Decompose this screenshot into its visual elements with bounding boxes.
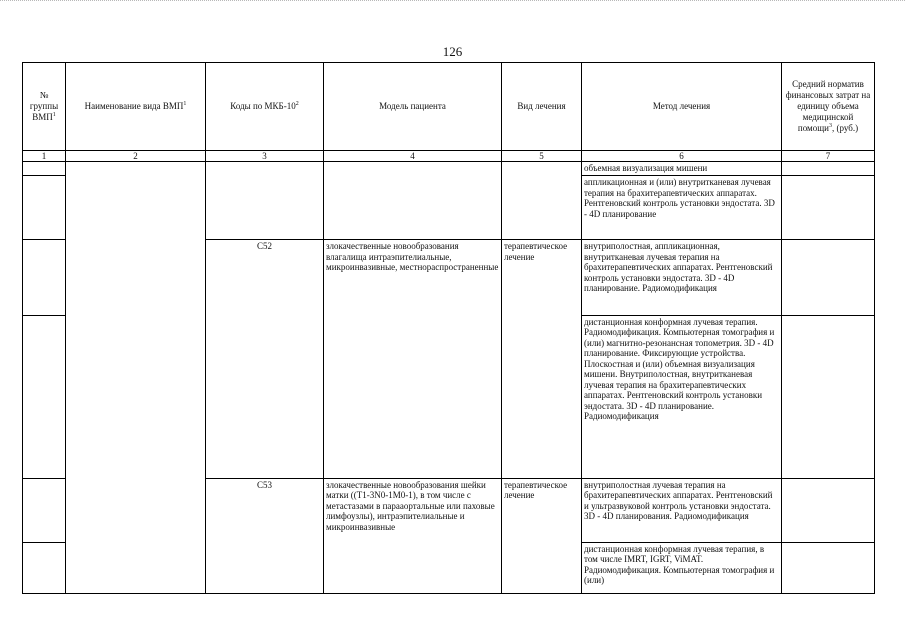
group-number-cell bbox=[23, 315, 66, 478]
icd-code-cell: C52 bbox=[206, 240, 324, 478]
vmp-name-cell bbox=[66, 162, 206, 594]
treatment-method-cell: внутриполостная, аппликационная, внутритканевая лучевая терапия на брахитерапевтических аппаратах. Рентгеновский контроль установки эндостата. 3D - 4D планирование. Радиомодификация bbox=[582, 240, 782, 315]
treatment-type-cell: терапевтическое лечение bbox=[502, 478, 582, 593]
column-number: 7 bbox=[782, 150, 875, 162]
patient-model-cell: злокачественные новообразования влагалища интраэпителиальные, микроинвазивные, местнораспространенные bbox=[324, 240, 502, 478]
treatment-method-cell: дистанционная конформная лучевая терапия. Радиомодификация. Компьютерная томография и (или) магнитно-резонансная топометрия. 3D - 4D планирование. Фиксирующие устройства. Плоскостная и (или) объемная визуализация мишени. Внутриполостная, внутритканевая лучевая терапия на брахитерапевтических аппаратах. Рентгеновский контроль установки эндостата. 3D - 4D планирование. Радиомодификация bbox=[582, 315, 782, 478]
treatment-type-cell: терапевтическое лечение bbox=[502, 240, 582, 478]
page-number: 126 bbox=[442, 44, 463, 59]
treatment-method-cell: внутриполостная лучевая терапия на брахитерапевтических аппаратах. Рентгеновский и ультразвуковой контроль установки эндостата. 3D - 4D планирования. Радиомодификация bbox=[582, 478, 782, 542]
header-treatment-type: Вид лечения bbox=[502, 63, 582, 151]
icd-code-cell: C53 bbox=[206, 478, 324, 593]
group-number-cell bbox=[23, 176, 66, 240]
column-number-row bbox=[23, 150, 875, 162]
treatment-method-cell: аппликационная и (или) внутритканевая лучевая терапия на брахитерапевтических аппаратах. Рентгеновский контроль установки эндостата. 3D - 4D планирование bbox=[582, 176, 782, 240]
column-number: 4 bbox=[324, 150, 502, 162]
treatment-type-cell bbox=[502, 162, 582, 240]
header-row bbox=[23, 63, 875, 151]
scan-edge bbox=[0, 0, 905, 4]
header-vmp-name: Наименование вида ВМП$^1$ bbox=[66, 63, 206, 151]
column-number: 2 bbox=[66, 150, 206, 162]
header-group-number: № группы ВМП$^1$ bbox=[23, 63, 66, 151]
column-number: 6 bbox=[582, 150, 782, 162]
column-number: 1 bbox=[23, 150, 66, 162]
header-icd-codes: Коды по МКБ-$10^2$ bbox=[206, 63, 324, 151]
cost-cell bbox=[782, 240, 875, 315]
treatment-method-cell: дистанционная конформная лучевая терапия, в том числе IMRT, IGRT, ViMAT. Радиомодификация. Компьютерная томография и (или) bbox=[582, 542, 782, 593]
header-cost-norm: Средний норматив финансовых затрат на единицу объема медицинской помощи$^3$, (руб.) bbox=[782, 63, 875, 151]
table-row bbox=[23, 162, 875, 176]
icd-code-cell bbox=[206, 162, 324, 240]
vmp-table bbox=[22, 62, 875, 594]
header-treatment-method: Метод лечения bbox=[582, 63, 782, 151]
group-number-cell bbox=[23, 478, 66, 542]
cost-cell bbox=[782, 478, 875, 542]
patient-model-cell bbox=[324, 162, 502, 240]
cost-cell bbox=[782, 176, 875, 240]
cost-cell bbox=[782, 315, 875, 478]
group-number-cell bbox=[23, 240, 66, 315]
cost-cell bbox=[782, 162, 875, 176]
cost-cell bbox=[782, 542, 875, 593]
group-number-cell bbox=[23, 162, 66, 176]
column-number: 3 bbox=[206, 150, 324, 162]
treatment-method-cell: объемная визуализация мишени bbox=[582, 162, 782, 176]
header-patient-model: Модель пациента bbox=[324, 63, 502, 151]
patient-model-cell: злокачественные новообразования шейки матки ((T1-3N0-1M0-1), в том числе с метастазами в парааортальные или паховые лимфоузлы), интраэпителиальные и микроинвазивные bbox=[324, 478, 502, 593]
group-number-cell bbox=[23, 542, 66, 593]
column-number: 5 bbox=[502, 150, 582, 162]
